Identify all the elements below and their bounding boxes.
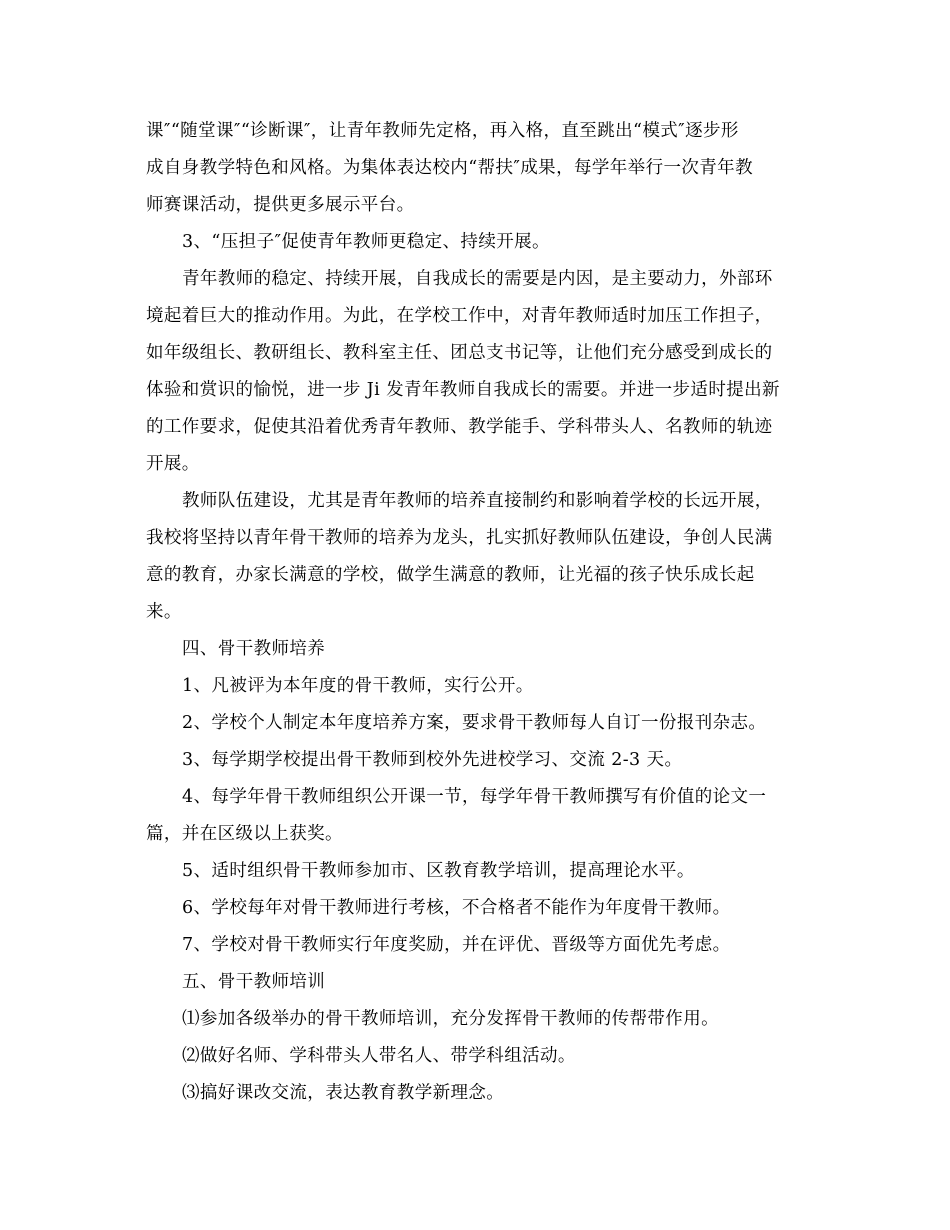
text-line: 境起着巨大的推动作用。为此，在学校工作中，对青年教师适时加压工作担子， [146, 306, 773, 326]
section-heading: 四、骨干教师培养 [182, 639, 326, 659]
list-item: ⑶搞好课改交流，表达教育教学新理念。 [182, 1083, 505, 1103]
list-item: 4、每学年骨干教师组织公开课一节，每学年骨干教师撰写有价值的论文一 [182, 787, 767, 807]
text-line: 来。 [146, 602, 182, 622]
text-line: 如年级组长、教研组长、教科室主任、团总支书记等，让他们充分感受到成长的 [146, 343, 773, 363]
text-line: 成自身教学特色和风格。为集体表达校内“帮扶″成果，每学年举行一次青年教 [146, 158, 753, 178]
list-item: ⑴参加各级举办的骨干教师培训，充分发挥骨干教师的传帮带作用。 [182, 1009, 719, 1029]
text-line: 师赛课活动，提供更多展示平台。 [146, 195, 415, 215]
paragraph-start: 教师队伍建设，尤其是青年教师的培养直接制约和影响着学校的长远开展， [182, 491, 773, 511]
list-item-heading: 3、“压担子″促使青年教师更稳定、持续开展。 [182, 232, 550, 252]
list-item: 6、学校每年对骨干教师进行考核，不合格者不能作为年度骨干教师。 [182, 898, 731, 918]
list-item: 3、每学期学校提出骨干教师到校外先进校学习、交流 2-3 天。 [182, 750, 683, 770]
text-line: 我校将坚持以青年骨干教师的培养为龙头，扎实抓好教师队伍建设，争创人民满 [146, 528, 773, 548]
list-item: 7、学校对骨干教师实行年度奖励，并在评优、晋级等方面优先考虑。 [182, 935, 731, 955]
text-line: 体验和赏识的愉悦，进一步 Ji 发青年教师自我成长的需要。并进一步适时提出新 [146, 380, 780, 400]
list-item: ⑵做好名师、学科带头人带名人、带学科组活动。 [182, 1046, 576, 1066]
list-item: 2、学校个人制定本年度培养方案，要求骨干教师每人自订一份报刊杂志。 [182, 713, 767, 733]
text-line: 开展。 [146, 454, 200, 474]
section-heading: 五、骨干教师培训 [182, 972, 326, 992]
text-line: 意的教育，办家长满意的学校，做学生满意的教师，让光福的孩子快乐成长起 [146, 565, 755, 585]
text-line: 课″“随堂课″“诊断课″，让青年教师先定格，再入格，直至跳出“模式″逐步形 [146, 121, 739, 141]
list-item: 1、凡被评为本年度的骨干教师，实行公开。 [182, 676, 534, 696]
list-item: 5、适时组织骨干教师参加市、区教育教学培训，提高理论水平。 [182, 861, 695, 881]
text-line: 篇，并在区级以上获奖。 [146, 824, 343, 844]
paragraph-start: 青年教师的稳定、持续开展，自我成长的需要是内因，是主要动力，外部环 [182, 269, 773, 289]
text-line: 的工作要求，促使其沿着优秀青年教师、教学能手、学科带头人、名教师的轨迹 [146, 417, 773, 437]
